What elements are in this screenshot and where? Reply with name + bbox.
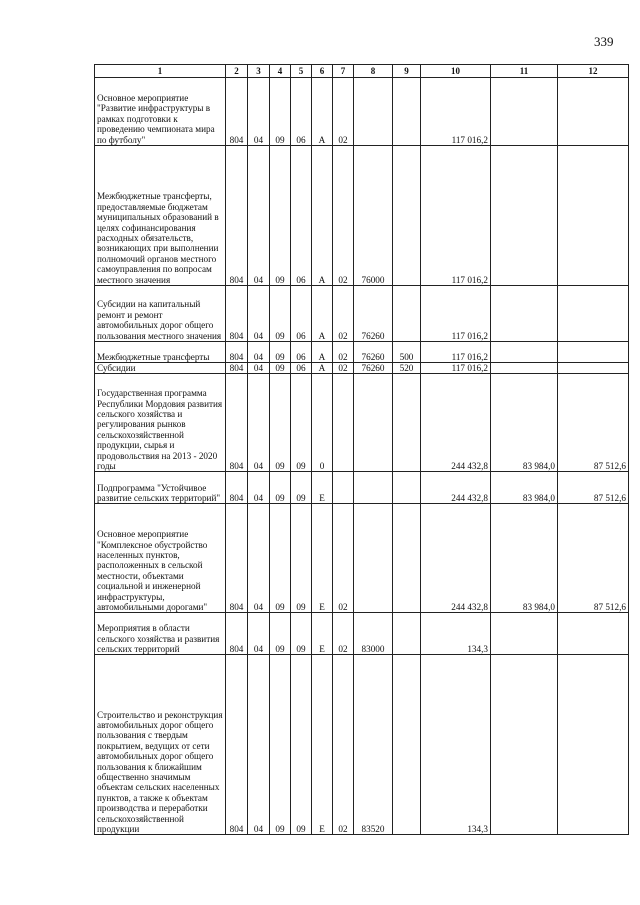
subprogram-code: Е bbox=[312, 613, 333, 655]
column-header: 2 bbox=[226, 65, 248, 78]
subprogram-code: Е bbox=[312, 655, 333, 835]
direction-code bbox=[354, 472, 393, 504]
column-header: 1 bbox=[95, 65, 226, 78]
expense-type-code: 500 bbox=[393, 342, 421, 363]
table-body bbox=[95, 78, 629, 835]
expense-type-code bbox=[393, 472, 421, 504]
event-code: 02 bbox=[333, 146, 354, 286]
event-code: 02 bbox=[333, 78, 354, 146]
amount-col-11 bbox=[491, 655, 558, 835]
direction-code: 76260 bbox=[354, 342, 393, 363]
amount-col-10: 117 016,2 bbox=[421, 342, 491, 363]
event-code: 02 bbox=[333, 655, 354, 835]
section-code: 04 bbox=[248, 363, 270, 374]
direction-code: 76260 bbox=[354, 363, 393, 374]
admin-code: 804 bbox=[226, 613, 248, 655]
section-code: 04 bbox=[248, 613, 270, 655]
amount-col-12 bbox=[558, 286, 629, 342]
table-row bbox=[95, 286, 629, 342]
section-code: 04 bbox=[248, 504, 270, 613]
program-code: 06 bbox=[291, 78, 312, 146]
amount-col-11 bbox=[491, 78, 558, 146]
row-name: Межбюджетные трансферты bbox=[95, 342, 226, 363]
amount-col-10: 244 432,8 bbox=[421, 472, 491, 504]
program-code: 06 bbox=[291, 146, 312, 286]
subprogram-code: А bbox=[312, 286, 333, 342]
column-header: 12 bbox=[558, 65, 629, 78]
expense-type-code bbox=[393, 655, 421, 835]
row-name: Субсидии на капитальный ремонт и ремонт автомобильных дорог общего пользования местного значения bbox=[95, 286, 226, 342]
amount-col-10: 134,3 bbox=[421, 655, 491, 835]
direction-code: 76260 bbox=[354, 286, 393, 342]
section-code: 04 bbox=[248, 146, 270, 286]
direction-code: 83520 bbox=[354, 655, 393, 835]
program-code: 09 bbox=[291, 374, 312, 472]
table-row bbox=[95, 78, 629, 146]
section-code: 04 bbox=[248, 286, 270, 342]
expense-type-code bbox=[393, 504, 421, 613]
column-header: 3 bbox=[248, 65, 270, 78]
event-code: 02 bbox=[333, 613, 354, 655]
amount-col-10: 244 432,8 bbox=[421, 374, 491, 472]
subprogram-code: Е bbox=[312, 504, 333, 613]
subsection-code: 09 bbox=[270, 78, 291, 146]
event-code: 02 bbox=[333, 342, 354, 363]
amount-col-11: 83 984,0 bbox=[491, 472, 558, 504]
program-code: 09 bbox=[291, 472, 312, 504]
subsection-code: 09 bbox=[270, 472, 291, 504]
column-header: 5 bbox=[291, 65, 312, 78]
amount-col-10: 117 016,2 bbox=[421, 78, 491, 146]
page-number: 339 bbox=[594, 34, 614, 49]
program-code: 09 bbox=[291, 504, 312, 613]
program-code: 06 bbox=[291, 286, 312, 342]
amount-col-10: 117 016,2 bbox=[421, 146, 491, 286]
direction-code bbox=[354, 374, 393, 472]
amount-col-11 bbox=[491, 363, 558, 374]
column-header: 6 bbox=[312, 65, 333, 78]
subsection-code: 09 bbox=[270, 655, 291, 835]
table-row bbox=[95, 363, 629, 374]
admin-code: 804 bbox=[226, 374, 248, 472]
budget-table bbox=[94, 64, 629, 835]
amount-col-10: 134,3 bbox=[421, 613, 491, 655]
column-header: 8 bbox=[354, 65, 393, 78]
program-code: 06 bbox=[291, 363, 312, 374]
amount-col-11 bbox=[491, 286, 558, 342]
amount-col-11 bbox=[491, 146, 558, 286]
column-header: 4 bbox=[270, 65, 291, 78]
section-code: 04 bbox=[248, 342, 270, 363]
expense-type-code bbox=[393, 613, 421, 655]
program-code: 06 bbox=[291, 342, 312, 363]
section-code: 04 bbox=[248, 78, 270, 146]
table-row bbox=[95, 146, 629, 286]
amount-col-10: 117 016,2 bbox=[421, 363, 491, 374]
direction-code: 83000 bbox=[354, 613, 393, 655]
direction-code: 76000 bbox=[354, 146, 393, 286]
section-code: 04 bbox=[248, 655, 270, 835]
direction-code bbox=[354, 504, 393, 613]
row-name: Основное мероприятие "Комплексное обустройство населенных пунктов, расположенных в сельской местности, объектами социальной и инженерной инфраструктуры, автомобильными дорогами" bbox=[95, 504, 226, 613]
amount-col-12 bbox=[558, 363, 629, 374]
subsection-code: 09 bbox=[270, 504, 291, 613]
amount-col-10: 244 432,8 bbox=[421, 504, 491, 613]
expense-type-code bbox=[393, 78, 421, 146]
event-code: 02 bbox=[333, 286, 354, 342]
admin-code: 804 bbox=[226, 655, 248, 835]
amount-col-12 bbox=[558, 613, 629, 655]
amount-col-12: 87 512,6 bbox=[558, 374, 629, 472]
column-header: 10 bbox=[421, 65, 491, 78]
admin-code: 804 bbox=[226, 363, 248, 374]
row-name: Мероприятия в области сельского хозяйства и развития сельских территорий bbox=[95, 613, 226, 655]
subsection-code: 09 bbox=[270, 146, 291, 286]
admin-code: 804 bbox=[226, 342, 248, 363]
column-header: 9 bbox=[393, 65, 421, 78]
table-row bbox=[95, 655, 629, 835]
subprogram-code: А bbox=[312, 146, 333, 286]
subsection-code: 09 bbox=[270, 286, 291, 342]
section-code: 04 bbox=[248, 472, 270, 504]
subprogram-code: А bbox=[312, 342, 333, 363]
subsection-code: 09 bbox=[270, 363, 291, 374]
expense-type-code: 520 bbox=[393, 363, 421, 374]
amount-col-12 bbox=[558, 78, 629, 146]
admin-code: 804 bbox=[226, 504, 248, 613]
row-name: Межбюджетные трансферты, предоставляемые бюджетам муниципальных образований в целях софинансирования расходных обязательств, возникающих при выполнении полномочий органов местного самоуправления по вопросам местного значения bbox=[95, 146, 226, 286]
table-row bbox=[95, 504, 629, 613]
event-code bbox=[333, 374, 354, 472]
amount-col-11 bbox=[491, 342, 558, 363]
admin-code: 804 bbox=[226, 472, 248, 504]
direction-code bbox=[354, 78, 393, 146]
amount-col-12 bbox=[558, 342, 629, 363]
row-name: Основное мероприятие "Развитие инфраструктуры в рамках подготовки к проведению чемпионата мира по футболу" bbox=[95, 78, 226, 146]
column-header: 7 bbox=[333, 65, 354, 78]
column-header: 11 bbox=[491, 65, 558, 78]
row-name: Субсидии bbox=[95, 363, 226, 374]
section-code: 04 bbox=[248, 374, 270, 472]
event-code bbox=[333, 472, 354, 504]
table-row bbox=[95, 374, 629, 472]
program-code: 09 bbox=[291, 613, 312, 655]
program-code: 09 bbox=[291, 655, 312, 835]
amount-col-10: 117 016,2 bbox=[421, 286, 491, 342]
expense-type-code bbox=[393, 146, 421, 286]
subsection-code: 09 bbox=[270, 374, 291, 472]
event-code: 02 bbox=[333, 363, 354, 374]
subsection-code: 09 bbox=[270, 613, 291, 655]
amount-col-12: 87 512,6 bbox=[558, 504, 629, 613]
amount-col-12: 87 512,6 bbox=[558, 472, 629, 504]
row-name: Строительство и реконструкция автомобильных дорог общего пользования с твердым покрытием, ведущих от сети автомобильных дорог общего пользования к ближайшим общественно значимым объектам сельских населенных пунктов, а также к объектам производства и переработки сельскохозяйственной продукции bbox=[95, 655, 226, 835]
subprogram-code: А bbox=[312, 363, 333, 374]
table-row bbox=[95, 613, 629, 655]
row-name: Подпрограмма "Устойчивое развитие сельских территорий" bbox=[95, 472, 226, 504]
expense-type-code bbox=[393, 374, 421, 472]
subsection-code: 09 bbox=[270, 342, 291, 363]
table-row bbox=[95, 472, 629, 504]
amount-col-11: 83 984,0 bbox=[491, 504, 558, 613]
admin-code: 804 bbox=[226, 146, 248, 286]
subprogram-code: 0 bbox=[312, 374, 333, 472]
subprogram-code: Е bbox=[312, 472, 333, 504]
admin-code: 804 bbox=[226, 286, 248, 342]
admin-code: 804 bbox=[226, 78, 248, 146]
row-name: Государственная программа Республики Мордовия развития сельского хозяйства и регулирования рынков сельскохозяйственной продукции, сырья и продовольствия на 2013 - 2020 годы bbox=[95, 374, 226, 472]
amount-col-12 bbox=[558, 146, 629, 286]
event-code: 02 bbox=[333, 504, 354, 613]
amount-col-12 bbox=[558, 655, 629, 835]
amount-col-11 bbox=[491, 613, 558, 655]
subprogram-code: А bbox=[312, 78, 333, 146]
table-row bbox=[95, 342, 629, 363]
header-row bbox=[95, 65, 629, 78]
expense-type-code bbox=[393, 286, 421, 342]
amount-col-11: 83 984,0 bbox=[491, 374, 558, 472]
